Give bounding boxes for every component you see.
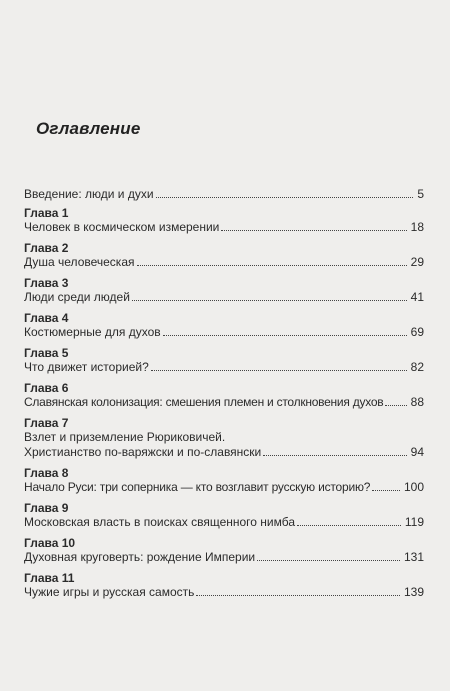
- entry-title-line-1: Взлет и приземление Рюриковичей.: [24, 430, 226, 444]
- dot-leader: [196, 595, 400, 596]
- toc-entry-chapter-11: [24, 571, 424, 600]
- entry-title: Человек в космическом измерении: [24, 220, 220, 234]
- chapter-label: Глава 6: [24, 381, 69, 395]
- toc-line: [24, 585, 424, 600]
- entry-title: Духовная круговерть: рождение Империи: [24, 550, 256, 564]
- toc-entry-intro: [24, 187, 424, 202]
- entry-title: Начало Руси: три соперника — кто возглавит русскую историю?: [24, 480, 371, 494]
- toc-line: [24, 360, 424, 375]
- toc-list: [24, 187, 424, 606]
- entry-title: Введение: люди и духи: [24, 187, 154, 201]
- dot-leader: [132, 300, 407, 301]
- dot-leader: [163, 335, 407, 336]
- entry-title-line-2: Христианство по-варяжски и по-славянски: [24, 445, 262, 459]
- chapter-label: Глава 1: [24, 206, 69, 220]
- chapter-label: Глава 2: [24, 241, 69, 255]
- dot-leader: [151, 370, 407, 371]
- toc-entry-chapter-3: [24, 276, 424, 305]
- toc-entry-chapter-5: [24, 346, 424, 375]
- page-number: 41: [410, 290, 424, 304]
- toc-line: [24, 290, 424, 305]
- dot-leader: [156, 197, 414, 198]
- chapter-label: Глава 8: [24, 466, 69, 480]
- page-number: 69: [410, 325, 424, 339]
- toc-line: [24, 220, 424, 235]
- entry-title: Славянская колонизация: смешения племен и столкновения духов: [24, 395, 384, 409]
- toc-entry-chapter-10: [24, 536, 424, 565]
- dot-leader: [257, 560, 400, 561]
- entry-title: Люди среди людей: [24, 290, 130, 304]
- dot-leader: [263, 455, 406, 456]
- page-number: 94: [410, 445, 424, 459]
- toc-entry-chapter-9: [24, 501, 424, 530]
- entry-title: Костюмерные для духов: [24, 325, 161, 339]
- toc-line: [24, 395, 424, 410]
- page-number: 18: [410, 220, 424, 234]
- chapter-label: Глава 5: [24, 346, 69, 360]
- page-number: 139: [403, 585, 424, 599]
- toc-entry-chapter-2: [24, 241, 424, 270]
- page-number: 29: [410, 255, 424, 269]
- chapter-label: Глава 11: [24, 571, 75, 585]
- chapter-label: Глава 7: [24, 416, 69, 430]
- toc-line: [24, 255, 424, 270]
- page-number: 5: [417, 187, 424, 201]
- page-number: 88: [410, 395, 424, 409]
- dot-leader: [372, 490, 400, 491]
- page-number: 119: [404, 515, 424, 529]
- toc-entry-chapter-6: [24, 381, 424, 410]
- entry-title: Что движет историей?: [24, 360, 149, 374]
- toc-entry-chapter-8: [24, 466, 424, 495]
- dot-leader: [385, 405, 406, 406]
- toc-line: [24, 325, 424, 340]
- dot-leader: [221, 230, 406, 231]
- entry-title: Московская власть в поисках священного нимба: [24, 515, 296, 529]
- chapter-label: Глава 4: [24, 311, 69, 325]
- toc-line: [24, 187, 424, 202]
- toc-title: Оглавление: [36, 119, 141, 138]
- toc-entry-chapter-4: [24, 311, 424, 340]
- toc-line: [24, 480, 424, 495]
- page-number: 131: [403, 550, 424, 564]
- dot-leader: [137, 265, 407, 266]
- page-number: 82: [410, 360, 424, 374]
- dot-leader: [297, 525, 401, 526]
- chapter-label: Глава 9: [24, 501, 69, 515]
- entry-title: Душа человеческая: [24, 255, 135, 269]
- toc-line: [24, 515, 424, 530]
- page-number: 100: [403, 480, 424, 494]
- toc-entry-chapter-1: [24, 206, 424, 235]
- chapter-label: Глава 3: [24, 276, 69, 290]
- chapter-label: Глава 10: [24, 536, 76, 550]
- toc-line: [24, 550, 424, 565]
- toc-entry-chapter-7: [24, 416, 424, 460]
- entry-title: Чужие игры и русская самость: [24, 585, 195, 599]
- toc-line: [24, 445, 424, 460]
